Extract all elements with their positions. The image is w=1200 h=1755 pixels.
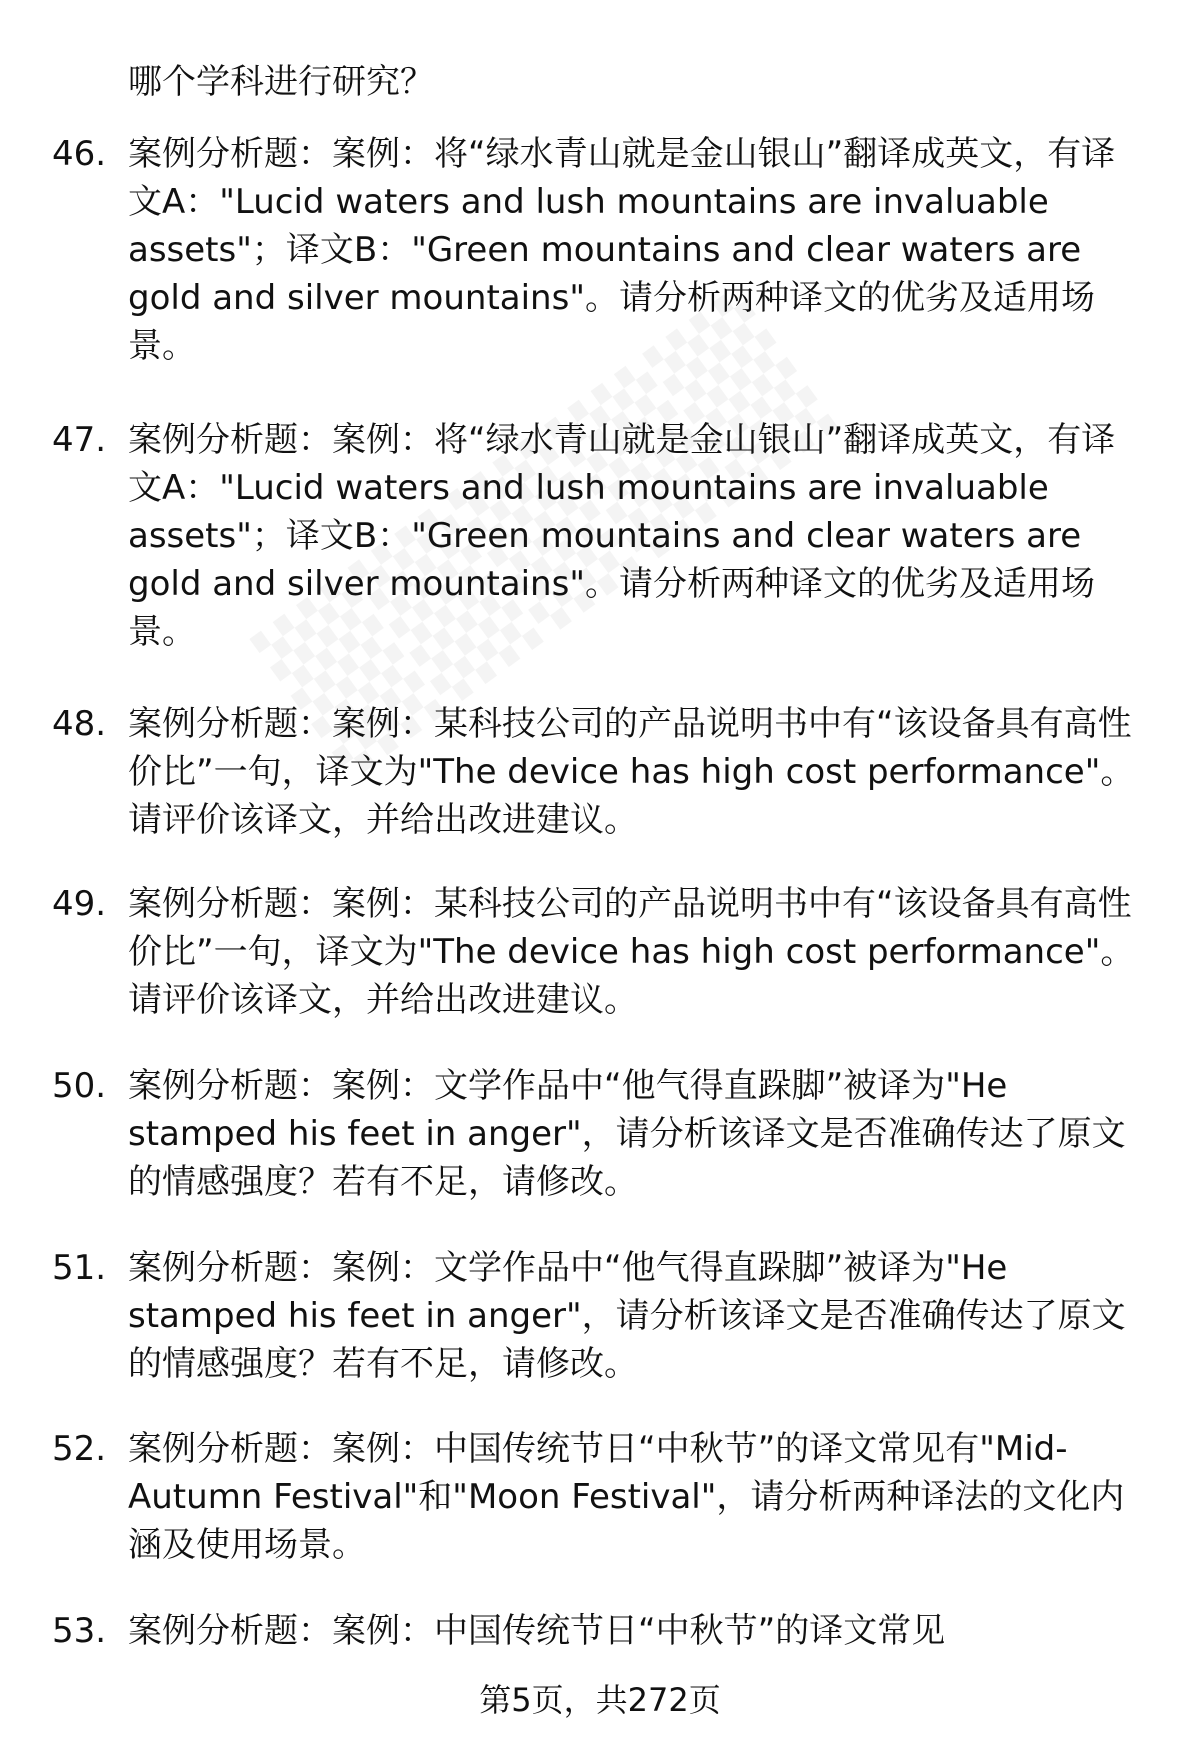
question-number: 51.: [52, 1248, 107, 1288]
question-text: 案例分析题：案例：某科技公司的产品说明书中有“该设备具有高性价比”一句，译文为"The device has high cost performance"。请评价该译文，并给出改进建议。: [128, 704, 1135, 840]
question-text: 案例分析题：案例：将“绿水青山就是金山银山”翻译成英文，有译文A："Lucid waters and lush mountains are invaluable assets"；译文B："Green mountains and clear waters are gold and silver mountains"。请分析两种译文的优劣及适用场景。: [128, 134, 1116, 366]
continued-text: 哪个学科进行研究？: [128, 62, 434, 102]
question-text: 案例分析题：案例：将“绿水青山就是金山银山”翻译成英文，有译文A："Lucid waters and lush mountains are invaluable assets"；译文B："Green mountains and clear waters are gold and silver mountains"。请分析两种译文的优劣及适用场景。: [128, 420, 1116, 652]
question-number: 53.: [52, 1611, 107, 1651]
question-number: 50.: [52, 1066, 107, 1106]
question-number: 48.: [52, 704, 107, 744]
question-text: 案例分析题：案例：文学作品中“他气得直跺脚”被译为"He stamped his feet in anger"，请分析该译文是否准确传达了原文的情感强度？若有不足，请修改。: [128, 1248, 1126, 1384]
question-text: 案例分析题：案例：文学作品中“他气得直跺脚”被译为"He stamped his feet in anger"，请分析该译文是否准确传达了原文的情感强度？若有不足，请修改。: [128, 1066, 1126, 1202]
question-number: 46.: [52, 134, 107, 174]
question-number: 52.: [52, 1429, 107, 1469]
page-footer: 第5页，共272页: [479, 1681, 721, 1719]
question-text: 案例分析题：案例：中国传统节日“中秋节”的译文常见: [128, 1611, 946, 1651]
question-number: 47.: [52, 420, 107, 460]
question-number: 49.: [52, 884, 107, 924]
question-text: 案例分析题：案例：中国传统节日“中秋节”的译文常见有"Mid-Autumn Festival"和"Moon Festival"，请分析两种译法的文化内涵及使用场景。: [128, 1429, 1125, 1565]
question-text: 案例分析题：案例：某科技公司的产品说明书中有“该设备具有高性价比”一句，译文为"The device has high cost performance"。请评价该译文，并给出改进建议。: [128, 884, 1135, 1020]
